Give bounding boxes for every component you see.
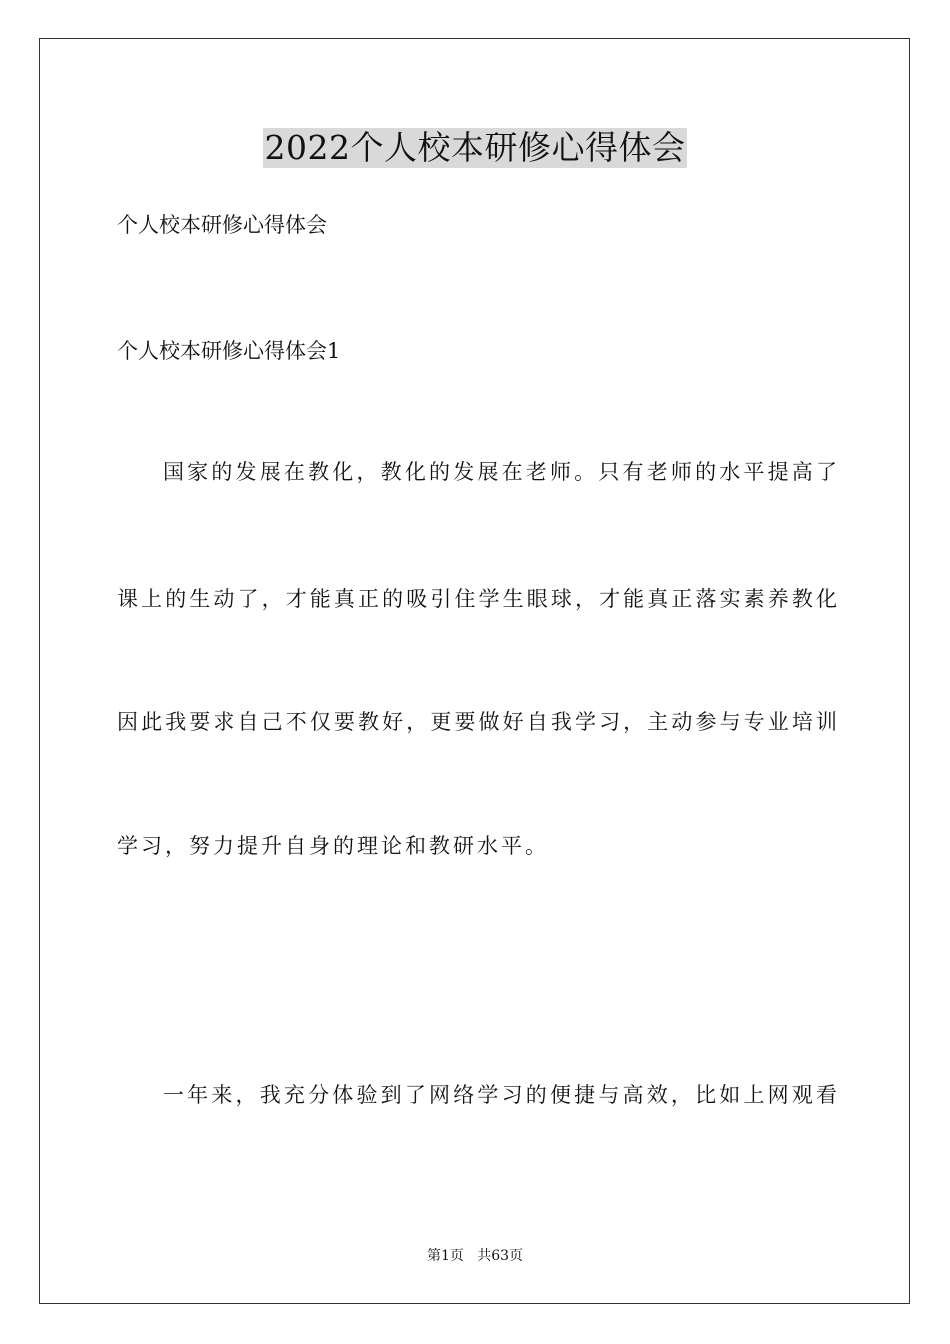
paragraph-line-1: 国家的发展在教化，教化的发展在老师。只有老师的水平提高了 [163,460,837,484]
paragraph-line-3: 因此我要求自己不仅要教好，更要做好自我学习，主动参与专业培训 [117,710,837,734]
paragraph-line-2: 课上的生动了，才能真正的吸引住学生眼球，才能真正落实素养教化 [117,587,837,611]
subtitle-line: 个人校本研修心得体会 [117,213,327,237]
document-title: 2022个人校本研修心得体会 [264,128,686,167]
title-container [0,128,950,168]
page-footer: 第1页 共63页 [426,1248,524,1264]
section-heading: 个人校本研修心得体会1 [117,339,341,363]
paragraph-line-5: 一年来，我充分体验到了网络学习的便捷与高效，比如上网观看 [163,1083,837,1107]
paragraph-line-4: 学习，努力提升自身的理论和教研水平。 [117,834,549,858]
